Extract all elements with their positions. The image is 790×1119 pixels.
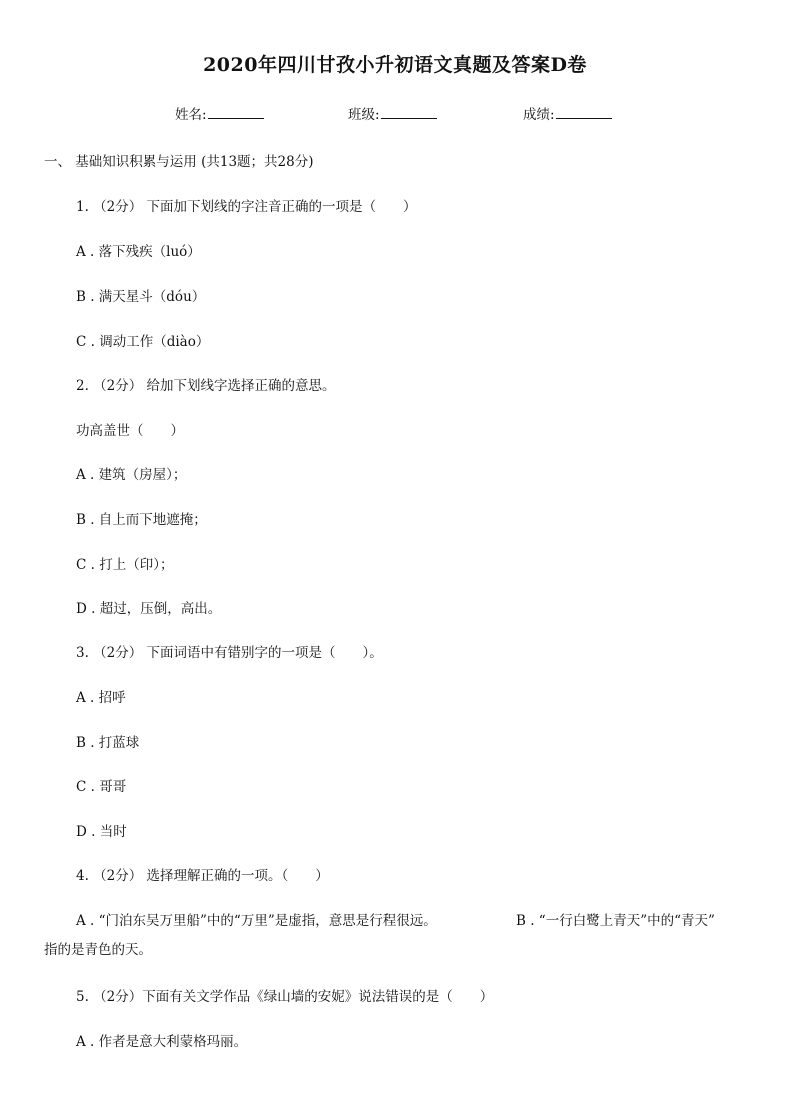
section-heading: 一、 基础知识积累与运用 (共13题；共28分) (44, 154, 314, 170)
name-label: 姓名: (175, 107, 207, 123)
question-2-option-d: D . 超过，压倒，高出。 (76, 601, 222, 617)
score-label: 成绩: (523, 107, 555, 123)
question-3-option-c: C . 哥哥 (76, 779, 127, 795)
question-2-stem: 2. （2分） 给加下划线字选择正确的意思。 (76, 378, 336, 394)
question-1-option-a: A . 落下残疾（luó） (76, 244, 201, 260)
question-4-option-b: B . “一行白鹭上青天”中的“青天” (516, 913, 715, 929)
class-blank (381, 106, 437, 119)
question-2-option-a: A . 建筑（房屋）； (76, 467, 187, 483)
question-5-stem: 5. （2分）下面有关文学作品《绿山墙的安妮》说法错误的是（ ） (76, 989, 494, 1005)
name-blank (208, 106, 264, 119)
question-5-option-a: A . 作者是意大利蒙格玛丽。 (76, 1034, 248, 1050)
question-4-option-b-continued: 指的是青色的天。 (44, 942, 152, 958)
question-1-option-c: C . 调动工作（diào） (76, 334, 210, 350)
question-2-option-b: B . 自上而下地遮掩； (76, 512, 207, 528)
score-blank (556, 106, 612, 119)
question-3-stem: 3. （2分） 下面词语中有错别字的一项是（ ）。 (76, 645, 383, 661)
question-2-subject: 功高盖世（ ） (76, 423, 184, 439)
name-field (175, 103, 264, 123)
page-title: 2020年四川甘孜小升初语文真题及答案D卷 (203, 54, 587, 76)
question-1-stem: 1. （2分） 下面加下划线的字注音正确的一项是（ ） (76, 199, 417, 215)
question-1-option-b: B . 满天星斗（dóu） (76, 289, 206, 305)
question-2-option-c: C . 打上（印）； (76, 557, 174, 573)
question-3-option-d: D . 当时 (76, 824, 127, 840)
score-field (523, 103, 612, 123)
class-field (348, 103, 437, 123)
class-label: 班级: (348, 107, 380, 123)
question-4-stem: 4. （2分） 选择理解正确的一项。（ ） (76, 868, 329, 884)
question-4-option-a: A . “门泊东吴万里船”中的“万里”是虚指，意思是行程很远。 (76, 913, 437, 929)
question-3-option-a: A . 招呼 (76, 690, 126, 706)
question-3-option-b: B . 打蓝球 (76, 735, 140, 751)
